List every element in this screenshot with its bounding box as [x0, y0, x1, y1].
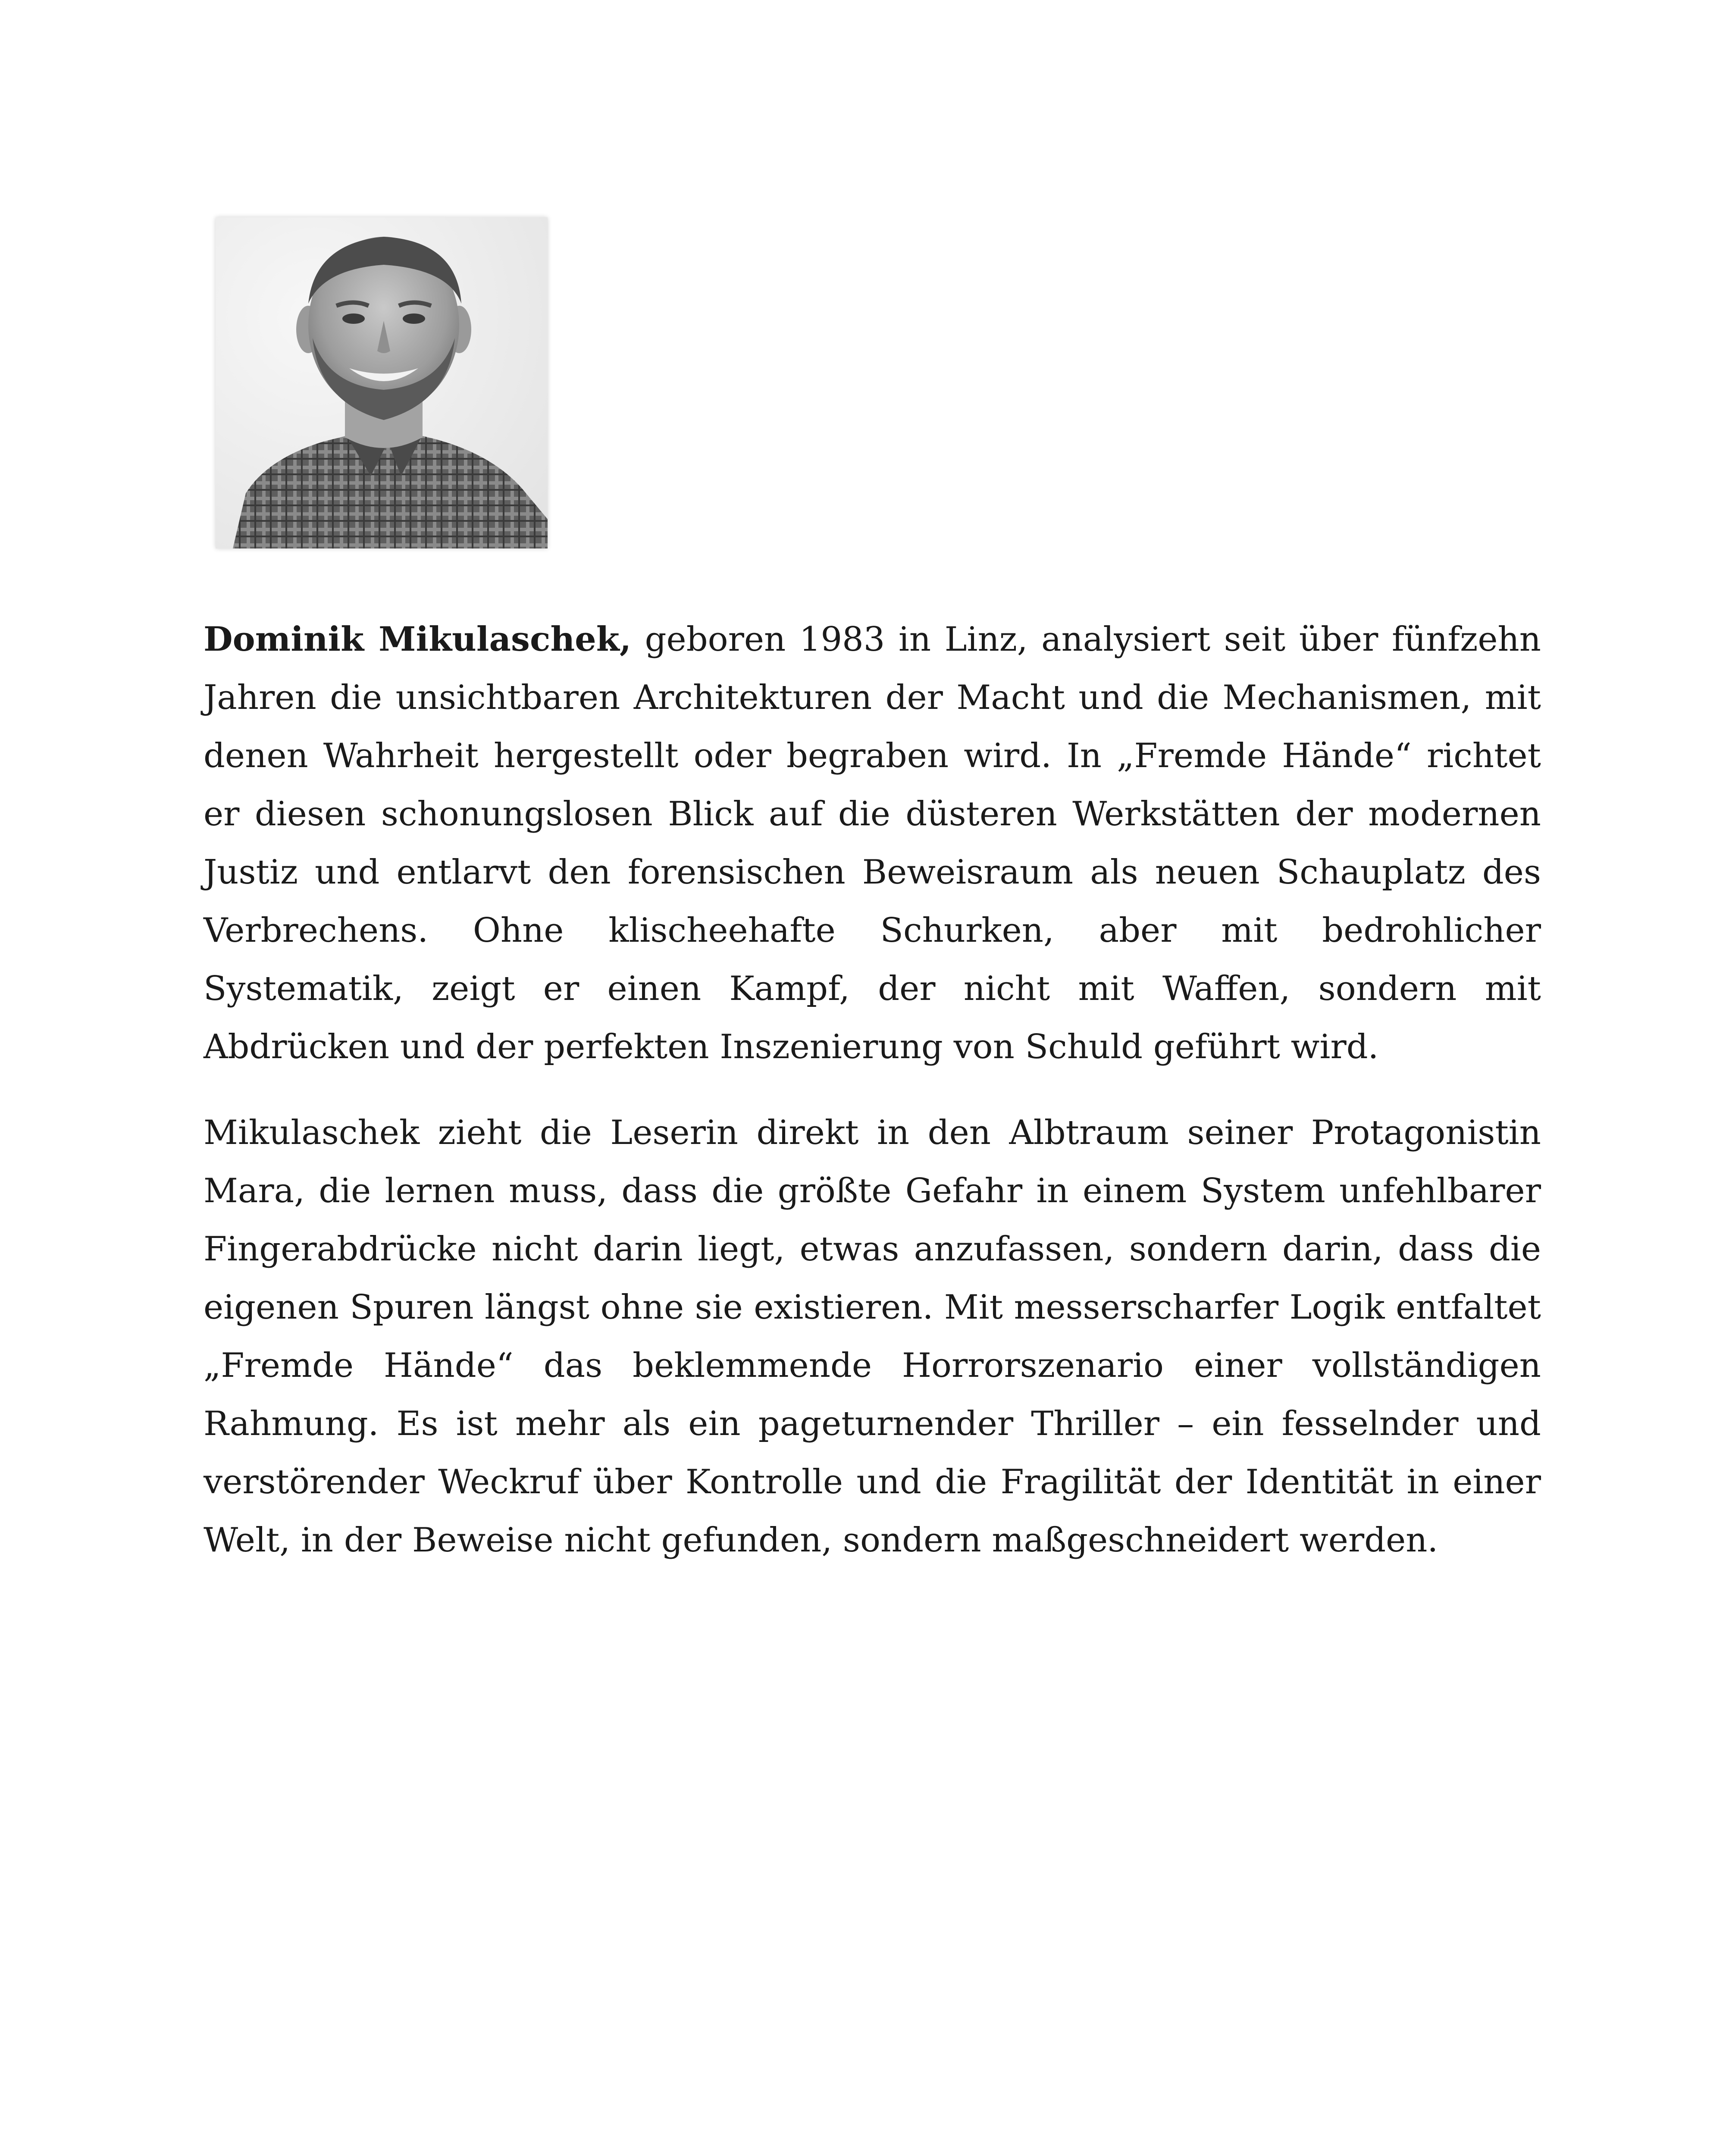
biography-paragraph-1	[204, 610, 1541, 1076]
biography-paragraph-2: Mikulaschek zieht die Leserin direkt in den Albtraum seiner Protagonistin Mara, die lernen muss, dass die größte Gefahr in einem System unfehlbarer Fingerabdrücke nicht darin liegt, etwas anzufassen, sondern darin, dass die eigenen Spuren längst ohne sie existieren. Mit messerscharfer Logik entfaltet „Fremde Hände“ das beklemmende Horrorszenario einer vollständigen Rahmung. Es ist mehr als ein pageturnender Thriller – ein fesselnder und verstörender Weckruf über Kontrolle und die Fragilität der Identität in einer Welt, in der Beweise nicht gefunden, sondern maßgeschneidert werden.	[204, 1113, 1541, 1560]
biography-paragraph-1-text: geboren 1983 in Linz, analysiert seit über fünfzehn Jahren die unsichtbaren Architekturen der Macht und die Mechanismen, mit denen Wahrheit hergestellt oder begraben wird. In „Fremde Hände“ richtet er diesen schonungslosen Blick auf die düsteren Werkstätten der modernen Justiz und entlarvt den forensischen Beweisraum als neuen Schauplatz des Verbrechens. Ohne klischeehafte Schurken, aber mit bedrohlicher Systematik, zeigt er einen Kampf, der nicht mit Waffen, sondern mit Abdrücken und der perfekten Inszenierung von Schuld geführt wird.	[204, 620, 1541, 1066]
author-portrait-image	[216, 217, 548, 548]
author-biography	[204, 610, 1541, 1597]
author-portrait-photo	[216, 217, 548, 548]
author-name: Dominik Mikulaschek,	[204, 620, 632, 659]
